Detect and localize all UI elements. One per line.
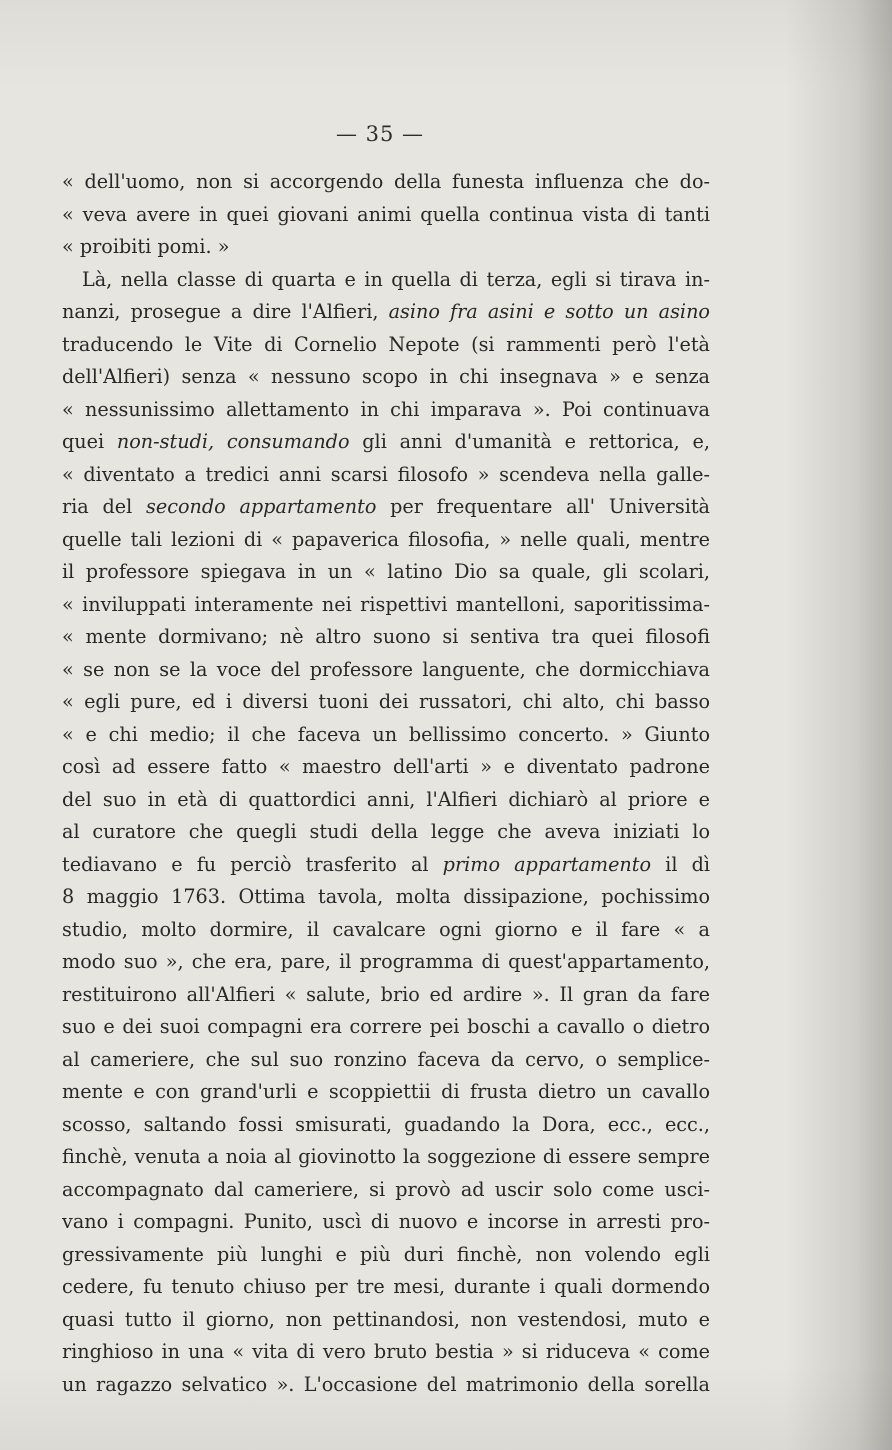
text-line [62, 1369, 710, 1402]
text-segment: gressivamente più lunghi e più duri finchè, non volendo egli [62, 1242, 710, 1266]
text-line [62, 426, 710, 459]
text-segment: cedere, fu tenuto chiuso per tre mesi, durante i quali dormendo [62, 1275, 710, 1298]
text-segment: tediavano e fu perciò trasferito al [62, 852, 443, 876]
italic-segment: secondo appartamento [146, 495, 377, 518]
text-line [62, 751, 710, 784]
text-segment: quasi tutto il giorno, non pettinandosi, non vestendosi, muto e [62, 1307, 710, 1331]
text-segment: « inviluppati interamente nei rispettivi mantelloni, saporitissima- [62, 592, 710, 616]
text-segment: « diventato a tredici anni scarsi filosofo » scendeva nella galle- [62, 462, 710, 486]
text-segment: mente e con grand'urli e scoppiettii di frusta dietro un cavallo [62, 1080, 710, 1103]
text-segment: « egli pure, ed i diversi tuoni dei russatori, chi alto, chi basso [62, 690, 710, 713]
text-line [62, 1109, 710, 1142]
text-segment: quelle tali lezioni di « papaverica filosofia, » nelle quali, mentre [62, 527, 710, 551]
text-line [62, 816, 710, 849]
text-line [62, 881, 710, 914]
text-line [62, 329, 710, 362]
text-segment: « dell'uomo, non si accorgendo della funesta influenza che do- [62, 170, 710, 193]
text-line [62, 1174, 710, 1207]
text-line [62, 1304, 710, 1337]
text-segment: Là, nella classe di quarta e in quella di terza, egli si tirava in- [82, 267, 710, 291]
text-line [62, 296, 710, 329]
text-line [62, 1336, 710, 1369]
text-segment: 8 maggio 1763. Ottima tavola, molta dissipazione, pochissimo [62, 885, 710, 908]
text-segment: al curatore che quegli studi della legge che aveva iniziati lo [62, 820, 710, 843]
text-segment: « proibiti pomi. » [62, 235, 230, 258]
text-segment: traducendo le Vite di Cornelio Nepote (si rammenti però l'età [62, 332, 710, 356]
text-line [62, 784, 710, 817]
text-line [62, 621, 710, 654]
text-line [62, 199, 710, 232]
text-segment: finchè, venuta a noia al giovinotto la soggezione di essere sempre [62, 1145, 710, 1168]
body-text [62, 166, 710, 1401]
text-line [62, 556, 710, 589]
text-line [62, 459, 710, 492]
text-line [62, 1271, 710, 1304]
text-line [62, 914, 710, 947]
text-line [62, 264, 710, 297]
text-segment: un ragazzo selvatico ». L'occasione del matrimonio della sorella [62, 1372, 710, 1396]
italic-segment: asino fra asini e sotto un asino [388, 300, 710, 323]
text-line [62, 849, 710, 882]
text-line [62, 979, 710, 1012]
text-segment: dell'Alfieri) senza « nessuno scopo in chi insegnava » e senza [62, 365, 710, 388]
text-segment: « se non se la voce del professore languente, che dormicchiava [62, 657, 710, 681]
text-segment: così ad essere fatto « maestro dell'arti » e diventato padrone [62, 755, 710, 778]
text-line [62, 946, 710, 979]
text-line [62, 719, 710, 752]
text-line [62, 589, 710, 622]
text-segment: modo suo », che era, pare, il programma di quest'appartamento, [62, 950, 710, 973]
text-segment: accompagnato dal cameriere, si provò ad uscir solo come usci- [62, 1177, 710, 1201]
text-line [62, 524, 710, 557]
text-segment: « e chi medio; il che faceva un bellissimo concerto. » Giunto [62, 722, 710, 746]
text-line [62, 361, 710, 394]
text-segment: studio, molto dormire, il cavalcare ogni giorno e il fare « a [62, 917, 710, 941]
text-line [62, 1239, 710, 1272]
text-line [62, 166, 710, 199]
text-segment: ria del [62, 495, 147, 518]
text-segment: scosso, saltando fossi smisurati, guadando la Dora, ecc., ecc., [62, 1112, 710, 1136]
text-segment: al cameriere, che sul suo ronzino faceva da cervo, o semplice- [62, 1047, 710, 1071]
text-segment: suo e dei suoi compagni era correre pei boschi a cavallo o dietro [62, 1015, 710, 1038]
page-number: — 35 — [335, 122, 425, 146]
text-segment: « nessunissimo allettamento in chi imparava ». Poi continuava [62, 397, 710, 421]
text-line [62, 1044, 710, 1077]
text-segment: restituirono all'Alfieri « salute, brio ed ardire ». Il gran da fare [62, 982, 710, 1006]
text-line [62, 654, 710, 687]
text-segment: del suo in età di quattordici anni, l'Alfieri dichiarò al priore e [62, 787, 710, 811]
text-segment: il professore spiegava in un « latino Dio sa quale, gli scolari, [62, 560, 710, 583]
text-line [62, 491, 710, 524]
text-segment: per frequentare all' Università [376, 495, 710, 518]
text-line [62, 686, 710, 719]
text-segment: « veva avere in quei giovani animi quella continua vista di tanti [62, 202, 710, 226]
text-line [62, 231, 710, 264]
text-segment: quei [62, 430, 117, 453]
italic-segment: non-studi, consumando [116, 430, 350, 453]
text-line [62, 1141, 710, 1174]
text-segment: « mente dormivano; nè altro suono si sentiva tra quei filosofi [62, 625, 710, 648]
text-segment: gli anni d'umanità e rettorica, e, [349, 430, 710, 453]
text-line [62, 1011, 710, 1044]
text-segment: il dì [651, 852, 710, 876]
text-segment: ringhioso in una « vita di vero bruto bestia » si riduceva « come [62, 1340, 710, 1363]
italic-segment: primo appartamento [442, 852, 652, 876]
text-segment: nanzi, prosegue a dire l'Alfieri, [62, 300, 389, 323]
text-line [62, 1206, 710, 1239]
text-line [62, 1076, 710, 1109]
text-segment: vano i compagni. Punito, uscì di nuovo e incorse in arresti pro- [62, 1210, 710, 1233]
text-line [62, 394, 710, 427]
